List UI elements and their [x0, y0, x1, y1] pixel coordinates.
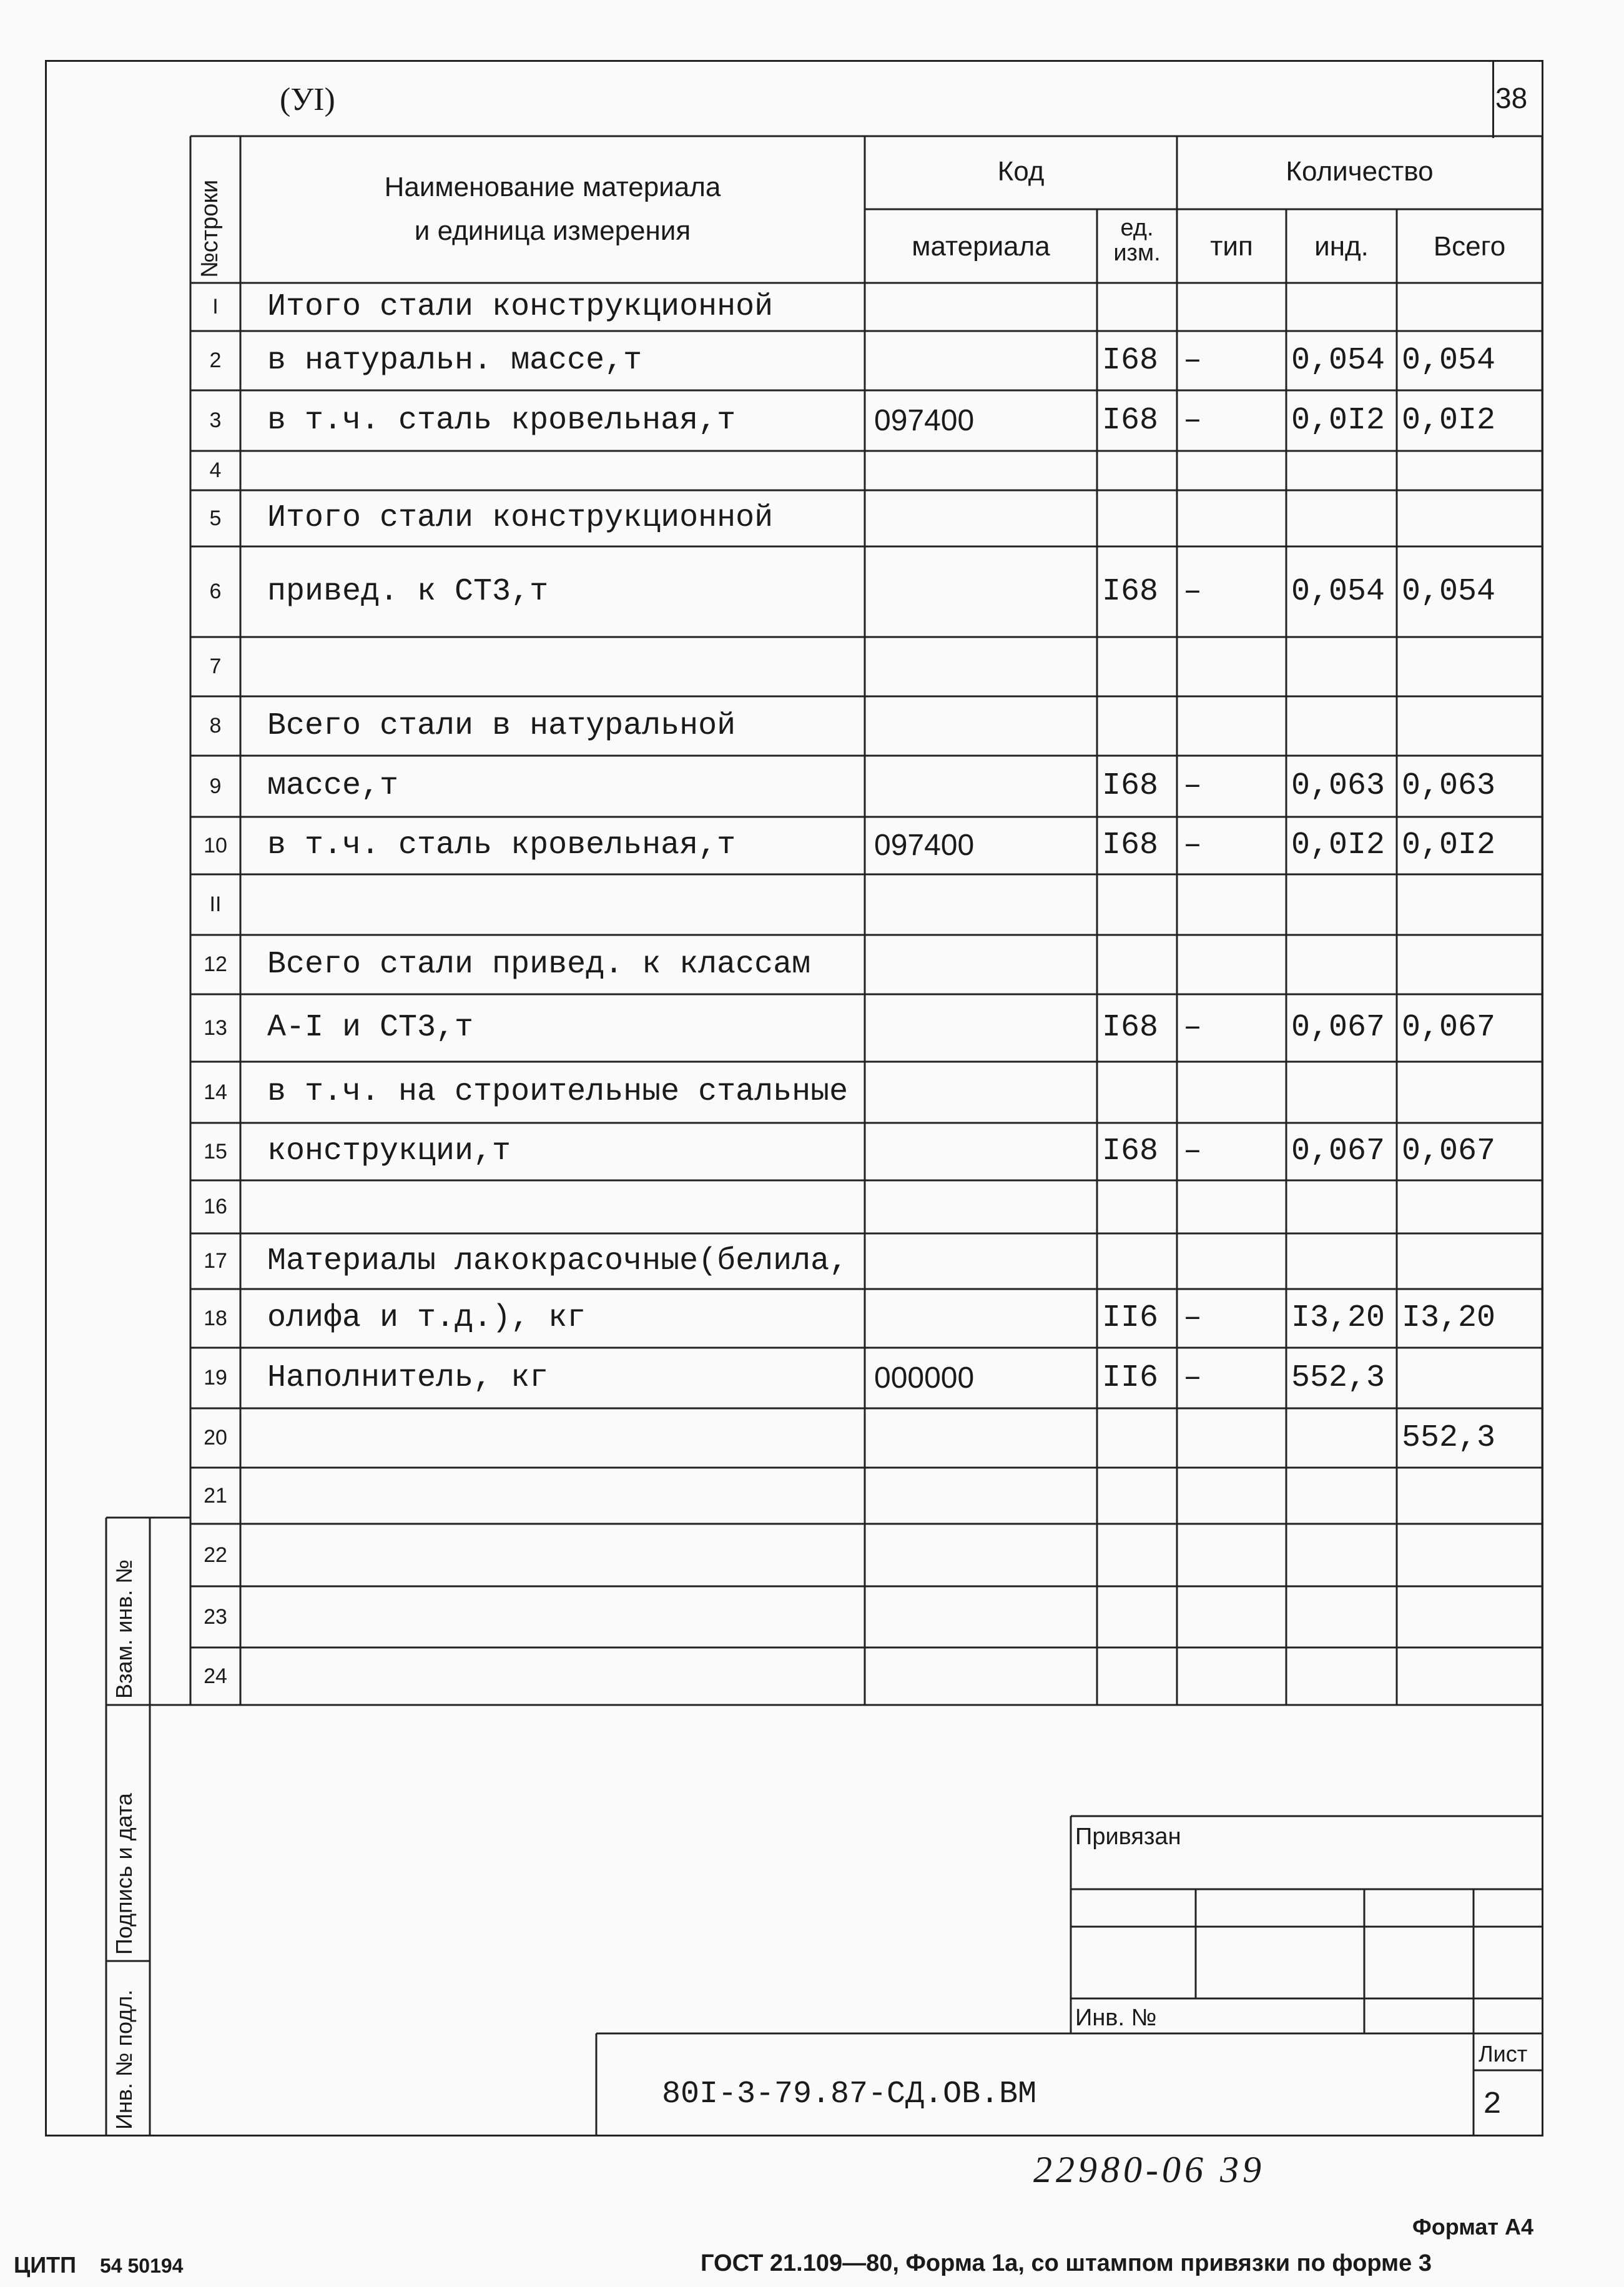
row-unit [1102, 874, 1177, 935]
row-total [1402, 1524, 1542, 1586]
row-code [874, 637, 1093, 696]
row-total: 552,3 [1402, 1420, 1496, 1456]
row-total [1402, 696, 1542, 756]
row-code [874, 546, 1093, 637]
row-type [1183, 874, 1283, 935]
row-number: 10 [204, 834, 227, 857]
row-type [1183, 1408, 1283, 1468]
row-type: – [1183, 768, 1203, 804]
row-unit: II6 [1102, 1300, 1159, 1336]
header-ind: инд. [1314, 231, 1369, 262]
row-code [874, 331, 1093, 390]
row-unit [1102, 935, 1177, 994]
row-number: 23 [204, 1605, 227, 1629]
row-number: 18 [204, 1307, 227, 1330]
row-total [1402, 1180, 1542, 1233]
row-unit: I68 [1102, 768, 1159, 804]
row-number: 13 [204, 1016, 227, 1040]
row-name: конструкции,т [267, 1134, 511, 1169]
footer-right: ГОСТ 21.109—80, Форма 1а, со штампом привязки по форме 3 [701, 2250, 1432, 2276]
row-ind: 0,067 [1291, 1010, 1385, 1045]
row-ind [1291, 1647, 1397, 1705]
row-number: 22 [204, 1543, 227, 1567]
row-type [1183, 935, 1283, 994]
row-ind: 0,0I2 [1291, 403, 1385, 438]
row-name [267, 637, 867, 696]
row-unit [1102, 451, 1177, 490]
row-name [267, 1180, 867, 1233]
sheet-number: 38 [1495, 82, 1528, 114]
row-unit [1102, 1233, 1177, 1289]
stamp-list-label: Лист [1479, 2041, 1528, 2067]
row-unit [1102, 1180, 1177, 1233]
row-unit: I68 [1102, 827, 1159, 863]
row-total: 0,054 [1402, 574, 1496, 610]
row-number: 3 [209, 408, 222, 432]
row-ind [1291, 696, 1397, 756]
row-number: 14 [204, 1080, 227, 1104]
row-ind [1291, 935, 1397, 994]
side-label-inv-podl: Инв. № подл. [111, 1989, 137, 2130]
row-ind: 0,063 [1291, 768, 1385, 804]
header-unit-line1: ед. [1120, 215, 1154, 241]
row-type: – [1183, 1300, 1203, 1336]
row-name [267, 1647, 867, 1705]
row-total: 0,0I2 [1402, 403, 1496, 438]
row-number: I [212, 295, 219, 319]
row-total [1402, 637, 1542, 696]
row-name: массе,т [267, 768, 399, 804]
row-type [1183, 1062, 1283, 1123]
row-code [874, 1233, 1093, 1289]
stamp-doc-code: 80I-3-79.87-СД.ОВ.ВМ [662, 2077, 1037, 2112]
side-label-podpis: Подпись и дата [111, 1793, 137, 1955]
row-unit [1102, 1524, 1177, 1586]
row-total [1402, 874, 1542, 935]
header-quantity: Количество [1286, 156, 1434, 187]
row-code: 000000 [874, 1361, 975, 1395]
row-ind [1291, 637, 1397, 696]
row-type [1183, 1586, 1283, 1647]
row-unit [1102, 1062, 1177, 1123]
row-ind [1291, 451, 1397, 490]
row-code [874, 935, 1093, 994]
row-unit [1102, 1586, 1177, 1647]
row-total: 0,067 [1402, 1010, 1496, 1045]
handwritten-number: 22980-06 39 [1033, 2149, 1265, 2190]
row-type [1183, 283, 1283, 331]
row-code [874, 1062, 1093, 1123]
row-code [874, 1524, 1093, 1586]
row-code [874, 994, 1093, 1062]
row-name [267, 1586, 867, 1647]
row-name [267, 1408, 867, 1468]
row-unit: I68 [1102, 403, 1159, 438]
row-unit [1102, 283, 1177, 331]
row-unit: I68 [1102, 1134, 1159, 1169]
row-number: 4 [209, 458, 222, 482]
row-total [1402, 1468, 1542, 1524]
row-name: А-I и СТ3,т [267, 1010, 474, 1045]
row-total [1402, 283, 1542, 331]
row-type [1183, 451, 1283, 490]
row-ind: 552,3 [1291, 1360, 1385, 1396]
row-total [1402, 1647, 1542, 1705]
row-name: Итого стали конструкционной [267, 289, 774, 325]
row-type [1183, 1647, 1283, 1705]
row-total [1402, 1586, 1542, 1647]
row-number: 8 [209, 714, 222, 738]
row-ind [1291, 283, 1397, 331]
row-unit: I68 [1102, 1010, 1159, 1045]
row-code [874, 1180, 1093, 1233]
row-name: в т.ч. сталь кровельная,т [267, 827, 736, 863]
row-name: Всего стали в натуральной [267, 708, 736, 744]
row-name: в т.ч. сталь кровельная,т [267, 403, 736, 438]
row-type [1183, 1524, 1283, 1586]
row-type: – [1183, 1134, 1203, 1169]
row-number: 9 [209, 774, 222, 798]
row-code [874, 1468, 1093, 1524]
header-type: тип [1210, 231, 1253, 262]
row-number: 5 [209, 506, 222, 530]
row-number: 12 [204, 952, 227, 976]
row-code [874, 1647, 1093, 1705]
row-unit [1102, 696, 1177, 756]
row-total [1402, 451, 1542, 490]
row-number: 7 [209, 654, 222, 678]
row-code: 097400 [874, 404, 975, 437]
row-ind: 0,054 [1291, 574, 1385, 610]
row-type: – [1183, 827, 1203, 863]
row-code [874, 756, 1093, 817]
row-name [267, 1524, 867, 1586]
stamp-inv-no: Инв. № [1075, 2005, 1157, 2031]
row-number: 19 [204, 1366, 227, 1390]
header-name-line1: Наименование материала [384, 172, 721, 202]
row-type [1183, 1233, 1283, 1289]
row-name: Итого стали конструкционной [267, 500, 774, 536]
row-number: 24 [204, 1664, 227, 1688]
row-ind [1291, 1468, 1397, 1524]
row-number: 17 [204, 1249, 227, 1273]
row-number: 20 [204, 1426, 227, 1450]
row-name: в т.ч. на строительные стальные [267, 1074, 849, 1110]
row-ind [1291, 1062, 1397, 1123]
row-ind [1291, 490, 1397, 546]
row-ind: 0,054 [1291, 343, 1385, 378]
row-code [874, 874, 1093, 935]
row-ind: 0,067 [1291, 1134, 1385, 1169]
row-unit: I68 [1102, 343, 1159, 378]
row-unit [1102, 637, 1177, 696]
row-code [874, 696, 1093, 756]
row-total [1402, 1062, 1542, 1123]
row-unit: I68 [1102, 574, 1159, 610]
header-code: Код [997, 156, 1045, 187]
header-material: материала [912, 231, 1050, 262]
row-type [1183, 1468, 1283, 1524]
row-code [874, 1123, 1093, 1180]
row-number: 6 [209, 580, 222, 603]
row-total [1402, 490, 1542, 546]
row-total: 0,054 [1402, 343, 1496, 378]
row-name [267, 451, 867, 490]
footer-left: ЦИТП [14, 2252, 77, 2278]
row-unit [1102, 1647, 1177, 1705]
row-total: 0,0I2 [1402, 827, 1496, 863]
row-code [874, 1586, 1093, 1647]
row-total: 0,067 [1402, 1134, 1496, 1169]
row-unit [1102, 1408, 1177, 1468]
row-total [1402, 1348, 1542, 1408]
row-ind: 0,0I2 [1291, 827, 1385, 863]
row-total [1402, 1233, 1542, 1289]
footer-left-code: 54 50194 [100, 2255, 184, 2277]
sheet-section: (УI) [280, 82, 335, 117]
row-type: – [1183, 343, 1203, 378]
row-type [1183, 1180, 1283, 1233]
row-ind: I3,20 [1291, 1300, 1385, 1336]
header-total: Всего [1433, 231, 1506, 262]
row-code [874, 1408, 1093, 1468]
row-ind [1291, 1408, 1397, 1468]
row-total [1402, 935, 1542, 994]
row-code [874, 1289, 1093, 1348]
row-ind [1291, 874, 1397, 935]
row-ind [1291, 1586, 1397, 1647]
row-code: 097400 [874, 829, 975, 862]
row-name: олифа и т.д.), кг [267, 1300, 586, 1336]
row-name [267, 1468, 867, 1524]
row-number: 2 [209, 348, 222, 372]
row-type: – [1183, 574, 1203, 610]
row-name: привед. к СТ3,т [267, 574, 549, 610]
format-label: Формат А4 [1412, 2214, 1534, 2240]
row-ind [1291, 1233, 1397, 1289]
header-row-no: №строки [197, 179, 223, 278]
row-type [1183, 696, 1283, 756]
row-total: 0,063 [1402, 768, 1496, 804]
row-type: – [1183, 403, 1203, 438]
side-label-vzam: Взам. инв. № [111, 1559, 137, 1699]
row-name: Материалы лакокрасочные(белила, [267, 1243, 849, 1279]
row-unit [1102, 1468, 1177, 1524]
row-name [267, 874, 867, 935]
row-ind [1291, 1180, 1397, 1233]
row-number: 15 [204, 1140, 227, 1163]
row-unit [1102, 490, 1177, 546]
row-unit: II6 [1102, 1360, 1159, 1396]
row-type: – [1183, 1360, 1203, 1396]
row-total: I3,20 [1402, 1300, 1496, 1336]
header-name-line2: и единица измерения [414, 215, 691, 246]
row-number: II [209, 892, 222, 916]
row-name: Всего стали привед. к классам [267, 947, 811, 982]
row-ind [1291, 1524, 1397, 1586]
row-type [1183, 490, 1283, 546]
row-code [874, 283, 1093, 331]
row-code [874, 490, 1093, 546]
row-number: 21 [204, 1484, 227, 1508]
row-number: 16 [204, 1195, 227, 1218]
row-code [874, 451, 1093, 490]
row-name: Наполнитель, кг [267, 1360, 549, 1396]
stamp-privyazan: Привязан [1075, 1824, 1181, 1850]
row-type: – [1183, 1010, 1203, 1045]
row-type [1183, 637, 1283, 696]
header-unit [1097, 215, 1177, 265]
header-unit-line2: изм. [1113, 240, 1161, 266]
row-name: в натуральн. массе,т [267, 343, 642, 378]
stamp-list-value: 2 [1483, 2087, 1502, 2123]
